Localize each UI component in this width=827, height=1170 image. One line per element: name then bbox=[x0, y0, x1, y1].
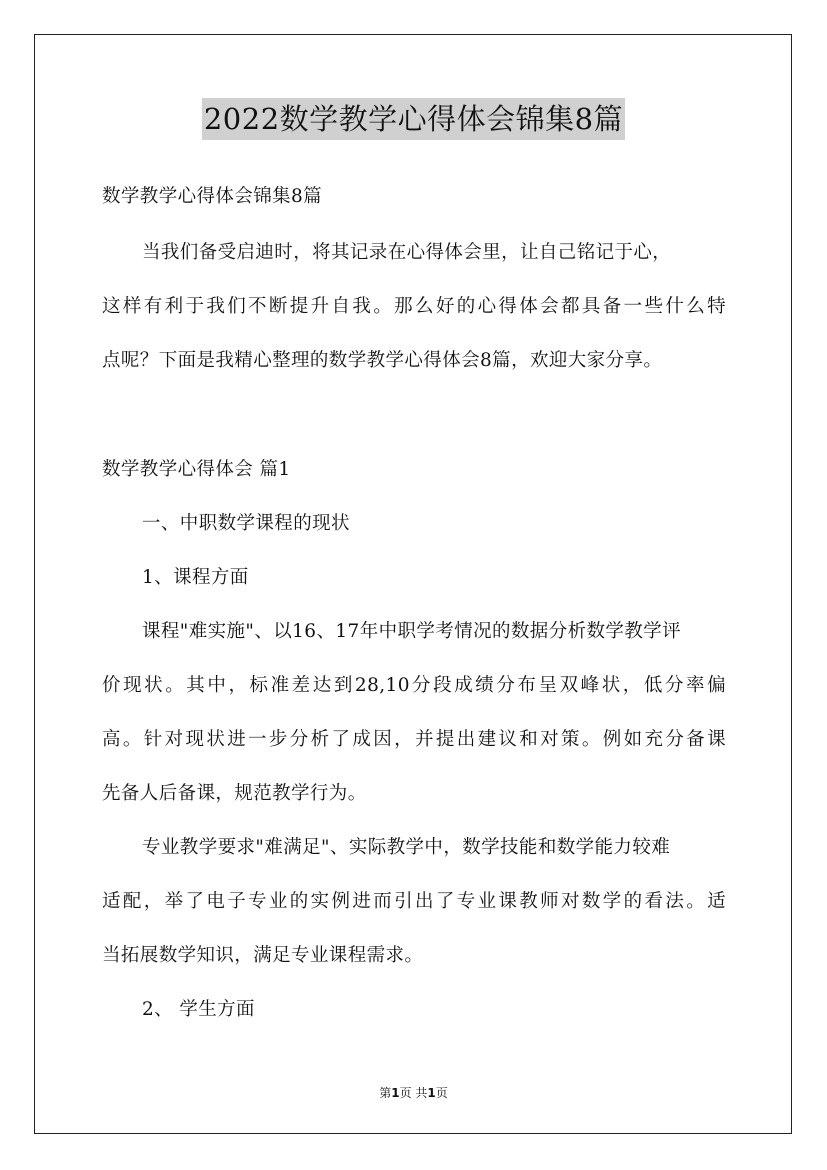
document-title: 2022数学教学心得体会锦集8篇 bbox=[202, 98, 625, 140]
footer-suffix: 页 bbox=[435, 1086, 448, 1100]
intro-line-3: 点呢？下面是我精心整理的数学教学心得体会8篇，欢迎大家分享。 bbox=[102, 350, 663, 371]
footer-page-number: 1 bbox=[391, 1086, 400, 1100]
section-heading: 数学教学心得体会 篇1 bbox=[102, 459, 291, 480]
para2-line-2: 适配，举了电子专业的实例进而引出了专业课教师对数学的看法。适 bbox=[102, 891, 726, 912]
footer-mid: 页 共 bbox=[399, 1086, 428, 1100]
item-heading-1-1: 1、课程方面 bbox=[142, 567, 249, 588]
para1-line-3: 高。针对现状进一步分析了成因，并提出建议和对策。例如充分备课 bbox=[102, 729, 726, 750]
intro-line-2: 这样有利于我们不断提升自我。那么好的心得体会都具备一些什么特 bbox=[102, 296, 726, 317]
para2-line-3: 当拓展数学知识，满足专业课程需求。 bbox=[102, 945, 424, 966]
item-heading-1-2: 2、 学生方面 bbox=[142, 999, 255, 1020]
para1-line-4: 先备人后备课，规范教学行为。 bbox=[102, 783, 367, 804]
page-footer bbox=[0, 1084, 827, 1101]
para1-line-2: 价现状。其中，标准差达到28,10分段成绩分布呈双峰状，低分率偏 bbox=[102, 675, 726, 696]
para1-line-1: 课程"难实施"、以16、17年中职学考情况的数据分析数学教学评 bbox=[142, 621, 682, 642]
item-heading-1: 一、中职数学课程的现状 bbox=[142, 513, 350, 534]
title-container bbox=[0, 98, 827, 140]
subtitle: 数学教学心得体会锦集8篇 bbox=[102, 186, 323, 207]
para2-line-1: 专业教学要求"难满足"、实际教学中，数学技能和数学能力较难 bbox=[142, 837, 671, 858]
footer-prefix: 第 bbox=[379, 1086, 392, 1100]
footer-page-total: 1 bbox=[427, 1086, 436, 1100]
intro-line-1: 当我们备受启迪时，将其记录在心得体会里，让自己铭记于心， bbox=[142, 242, 672, 263]
